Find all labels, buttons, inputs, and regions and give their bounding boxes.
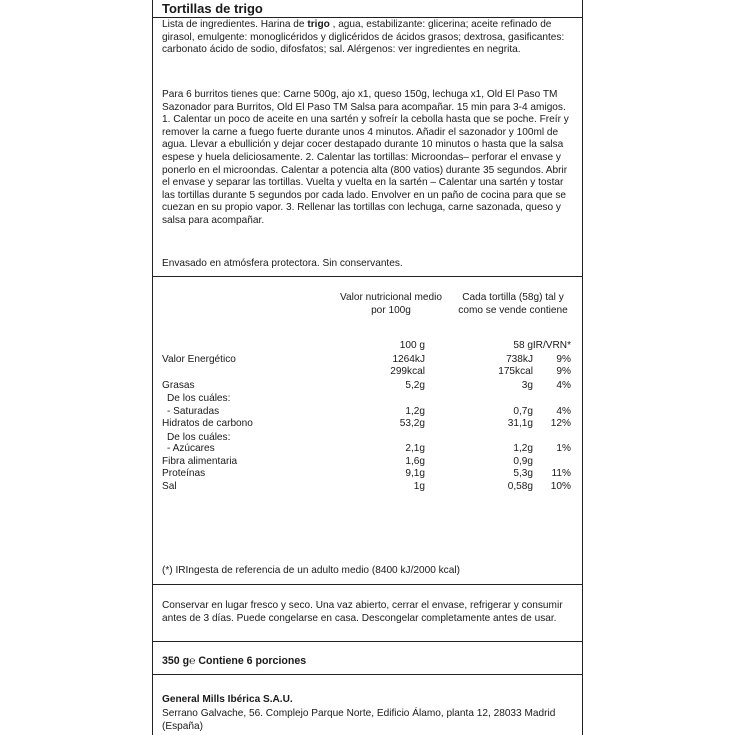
- nutrition-row-ir: 4%: [556, 406, 571, 417]
- nutrition-row-per100: 5,2g: [405, 380, 425, 391]
- subheader-100g: 100 g: [399, 340, 425, 351]
- nutrition-row-serving: 0,58g: [507, 481, 533, 492]
- nutrition-row-label: Valor Energético: [162, 354, 236, 365]
- divider: [153, 17, 582, 18]
- nutrition-row-per100: 53,2g: [399, 418, 425, 429]
- nutrition-row-label: - Saturadas: [167, 406, 220, 417]
- nutrition-row-ir: 1%: [556, 443, 571, 454]
- nutrition-row-label: Fibra alimentaria: [162, 456, 238, 467]
- nutrition-row-serving: 5,3g: [513, 468, 533, 479]
- product-label: [152, 0, 583, 735]
- divider: [153, 674, 582, 675]
- nutrition-row-serving: 1,2g: [513, 443, 533, 454]
- nutrition-row-label: Sal: [162, 481, 177, 492]
- packaging-note: Envasado en atmósfera protectora. Sin conservantes.: [162, 258, 403, 269]
- nutrition-row-per100: 1g: [413, 481, 425, 492]
- header-per100: Valor nutricional medio por 100g: [340, 292, 442, 316]
- ingredients-prefix: Lista de ingredientes. Harina de: [162, 19, 308, 30]
- nutrition-row-label: Grasas: [162, 380, 195, 391]
- storage-instructions: Conservar en lugar fresco y seco. Una vaz abierto, cerrar el envase, refrigerar y consumir antes de 3 días. Puede congelarse en casa. Descongelar completamente antes de usar.: [162, 600, 563, 624]
- subheader-ir: IR/VRN*: [532, 340, 571, 351]
- nutrition-row-label: Proteínas: [162, 468, 206, 479]
- nutrition-row-serving: 175kcal: [498, 366, 533, 377]
- nutrition-row-per100: 1264kJ: [392, 354, 425, 365]
- nutrition-row-label: Hidratos de carbono: [162, 418, 253, 429]
- nutrition-row-serving: 0,7g: [513, 406, 533, 417]
- nutrition-row-per100: 1,6g: [405, 456, 425, 467]
- nutrition-row-label: - Azúcares: [167, 443, 215, 454]
- nutrition-row-per100: 299kcal: [390, 366, 425, 377]
- company-address: Serrano Galvache, 56. Complejo Parque Norte, Edificio Álamo, planta 12, 28033 Madrid (España): [162, 708, 556, 732]
- header-serving: Cada tortilla (58g) tal y como se vende contiene: [458, 292, 568, 316]
- ingredients-list: [162, 19, 572, 57]
- nutrition-row-ir: 11%: [551, 468, 571, 479]
- ingredients-suffix: , agua, estabilizante: glicerina; aceite refinado de girasol, emulgente: monoglicéridos y diglicéridos de ácidos grasos; dextrosa, gasificantes: carbonato ácido de sodio, difosfatos; sal. Alérgenos: ver ingredientes en negrita.: [162, 19, 565, 56]
- divider: [153, 584, 582, 585]
- recipe-text: Para 6 burritos tienes que: Carne 500g, ajo x1, queso 150g, lechuga x1, Old El Paso TM Sazonador para Burritos, Old El Paso TM Salsa para acompañar. 15 min para 3-4 amigos. 1. Calentar un poco de aceite en una sartén y sofreír la cebolla hasta que se poche. Freír y remover la carne a fuego fuerte durante unos 4 minutos. Añadir el sazonador y 100ml de agua. Llevar a ebullición y dejar cocer destapado durante 10 minutos o hasta que la salsa espese y huela deliciosamente. 2. Calentar las tortillas: Microondas– perforar el envase y ponerlo en el microondas. Calentar a potencia alta (800 vatios) durante 35 segundos. Abrir el envase y separar las tortillas. Vuelta y vuelta en la sartén – Calentar una sartén y tostar las tortillas durante 5 segundos por cada lado. Envolver en un paño de cocina para que se cuezan en su propio vapor. 3. Rellenar las tortillas con lechuga, carne sazonada, queso y salsa para acompañar.: [162, 89, 569, 226]
- nutrition-footnote: (*) IRIngesta de referencia de un adulto medio (8400 kJ/2000 kcal): [162, 565, 460, 576]
- product-title: Tortillas de trigo: [162, 1, 263, 16]
- nutrition-row-per100: 1,2g: [405, 406, 425, 417]
- nutrition-row-ir: 12%: [550, 418, 571, 429]
- company-name: General Mills Ibérica S.A.U.: [162, 694, 293, 705]
- nutrition-row-label: De los cuáles:: [167, 432, 231, 443]
- net-weight: 350 g℮ Contiene 6 porciones: [162, 655, 307, 667]
- nutrition-row-serving: 31,1g: [507, 418, 533, 429]
- nutrition-row-ir: 9%: [556, 366, 571, 377]
- nutrition-row-serving: 3g: [521, 380, 533, 391]
- nutrition-row-ir: 10%: [550, 481, 571, 492]
- nutrition-row-serving: 738kJ: [506, 354, 533, 365]
- allergen-highlight: trigo: [307, 19, 330, 30]
- nutrition-row-ir: 9%: [556, 354, 571, 365]
- divider: [153, 641, 582, 642]
- nutrition-row-serving: 0,9g: [513, 456, 533, 467]
- nutrition-row-label: De los cuáles:: [167, 393, 231, 404]
- nutrition-row-per100: 2,1g: [405, 443, 425, 454]
- nutrition-row-ir: 4%: [556, 380, 571, 391]
- subheader-58g: 58 g: [513, 340, 533, 351]
- divider: [153, 276, 582, 277]
- nutrition-row-per100: 9,1g: [405, 468, 425, 479]
